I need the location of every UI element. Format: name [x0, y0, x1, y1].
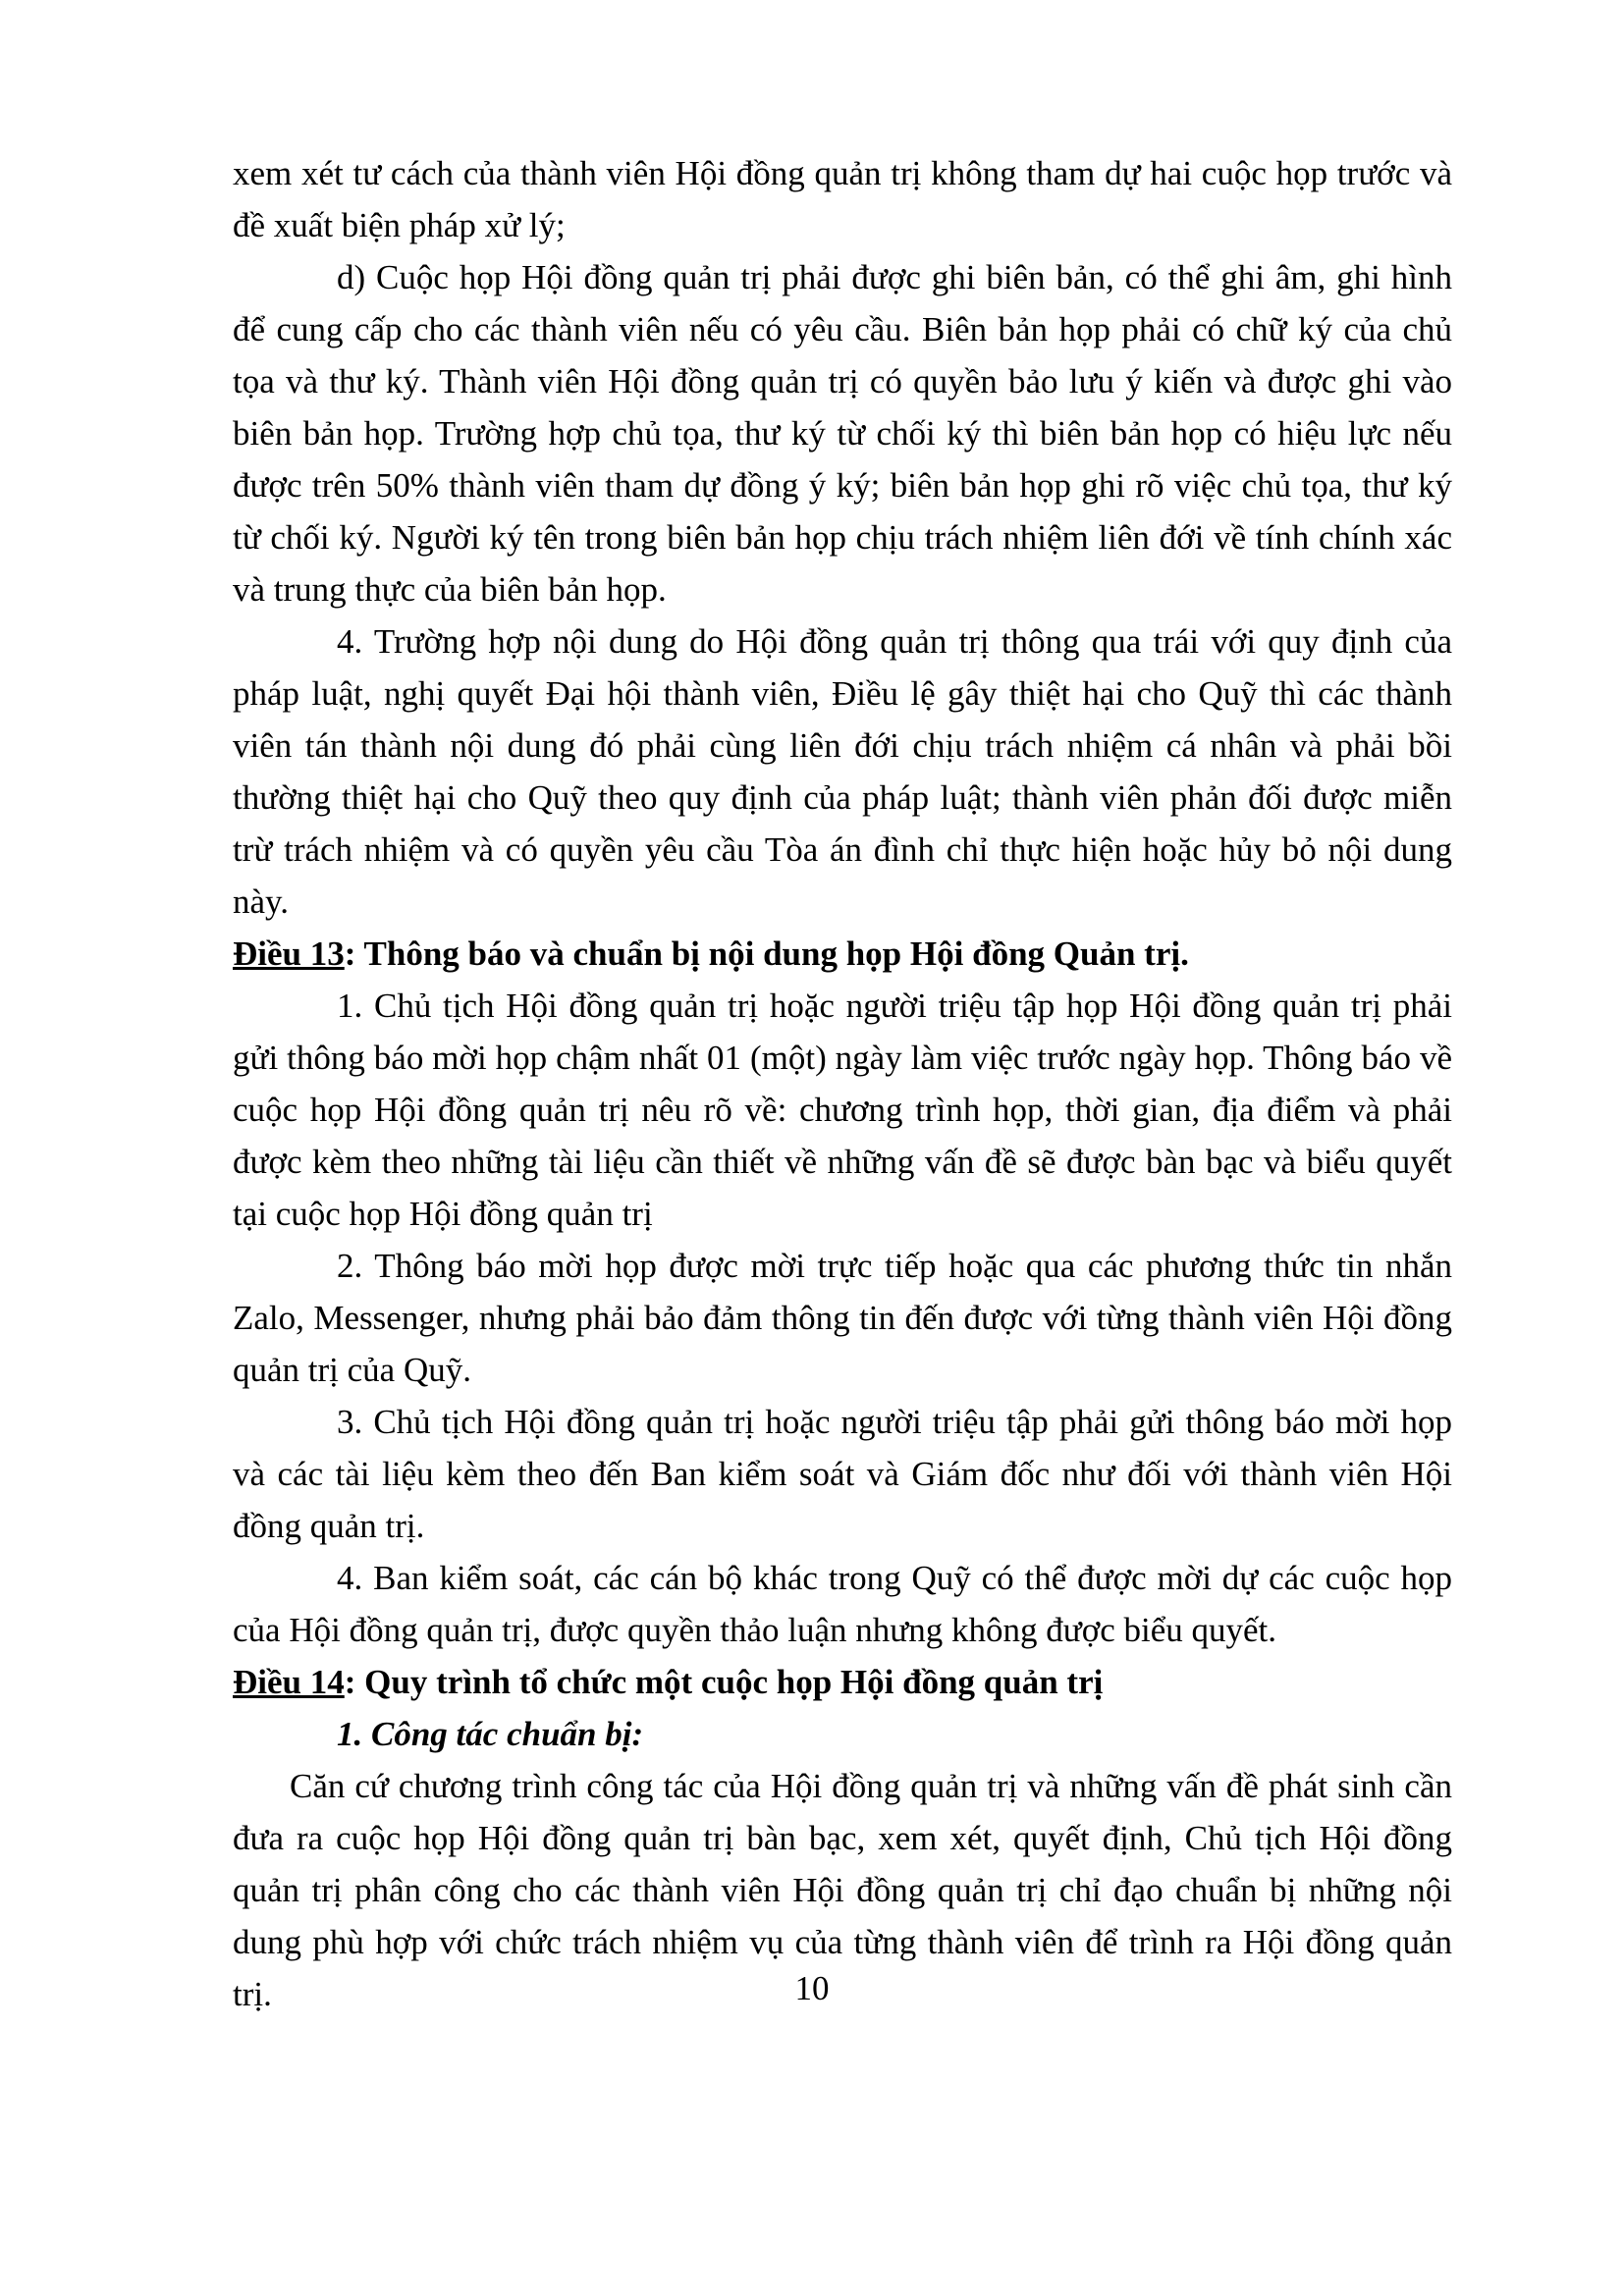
article-13-item-1: 1. Chủ tịch Hội đồng quản trị hoặc người triệu tập họp Hội đồng quản trị phải gửi thông báo mời họp chậm nhất 01 (một) ngày làm việc trước ngày họp. Thông báo về cuộc họp Hội đồng quản trị nêu rõ về: chương trình họp, thời gian, địa điểm và phải được kèm theo những tài liệu cần thiết về những vấn đề sẽ được bàn bạc và biểu quyết tại cuộc họp Hội đồng quản trị — [233, 987, 1452, 1233]
article-14-heading — [233, 1656, 1452, 1708]
paragraph-clause-4: 4. Trường hợp nội dung do Hội đồng quản trị thông qua trái với quy định của pháp luật, nghị quyết Đại hội thành viên, Điều lệ gây thiệt hại cho Quỹ thì các thành viên tán thành nội dung đó phải cùng liên đới chịu trách nhiệm cá nhân và phải bồi thường thiệt hại cho Quỹ theo quy định của pháp luật; thành viên phản đối được miễn trừ trách nhiệm và có quyền yêu cầu Tòa án đình chỉ thực hiện hoặc hủy bỏ nội dung này. — [233, 622, 1452, 921]
article-14-label: Điều 14 — [233, 1663, 345, 1701]
paragraph-clause-d: d) Cuộc họp Hội đồng quản trị phải được ghi biên bản, có thể ghi âm, ghi hình để cung cấp cho các thành viên nếu có yêu cầu. Biên bản họp phải có chữ ký của chủ tọa và thư ký. Thành viên Hội đồng quản trị có quyền bảo lưu ý kiến và được ghi vào biên bản họp. Trường hợp chủ tọa, thư ký từ chối ký thì biên bản họp có hiệu lực nếu được trên 50% thành viên tham dự đồng ý ký; biên bản họp ghi rõ việc chủ tọa, thư ký từ chối ký. Người ký tên trong biên bản họp chịu trách nhiệm liên đới về tính chính xác và trung thực của biên bản họp. — [233, 258, 1452, 609]
article-13-heading — [233, 928, 1452, 980]
article-13-item-4: 4. Ban kiểm soát, các cán bộ khác trong Quỹ có thể được mời dự các cuộc họp của Hội đồng quản trị, được quyền thảo luận nhưng không được biểu quyết. — [233, 1559, 1452, 1649]
article-13-item-3: 3. Chủ tịch Hội đồng quản trị hoặc người triệu tập phải gửi thông báo mời họp và các tài liệu kèm theo đến Ban kiểm soát và Giám đốc như đối với thành viên Hội đồng quản trị. — [233, 1403, 1452, 1545]
article-14-title: : Quy trình tổ chức một cuộc họp Hội đồng quản trị — [344, 1663, 1104, 1701]
article-14-subheading: 1. Công tác chuẩn bị: — [337, 1715, 644, 1753]
article-14-body: Căn cứ chương trình công tác của Hội đồng quản trị và những vấn đề phát sinh cần đưa ra cuộc họp Hội đồng quản trị bàn bạc, xem xét, quyết định, Chủ tịch Hội đồng quản trị phân công cho các thành viên Hội đồng quản trị chỉ đạo chuẩn bị những nội dung phù hợp với chức trách nhiệm vụ của từng thành viên để trình ra Hội đồng quản trị. — [233, 1767, 1452, 2013]
document-page — [233, 147, 1452, 2020]
page-number: 10 — [794, 1969, 830, 2007]
article-13-item-2: 2. Thông báo mời họp được mời trực tiếp hoặc qua các phương thức tin nhắn Zalo, Messenger, nhưng phải bảo đảm thông tin đến được với từng thành viên Hội đồng quản trị của Quỹ. — [233, 1247, 1452, 1389]
article-13-title: : Thông báo và chuẩn bị nội dung họp Hội đồng Quản trị. — [344, 934, 1189, 973]
article-13-label: Điều 13 — [233, 934, 345, 973]
paragraph-continuation: xem xét tư cách của thành viên Hội đồng quản trị không tham dự hai cuộc họp trước và đề xuất biện pháp xử lý; — [233, 154, 1452, 244]
